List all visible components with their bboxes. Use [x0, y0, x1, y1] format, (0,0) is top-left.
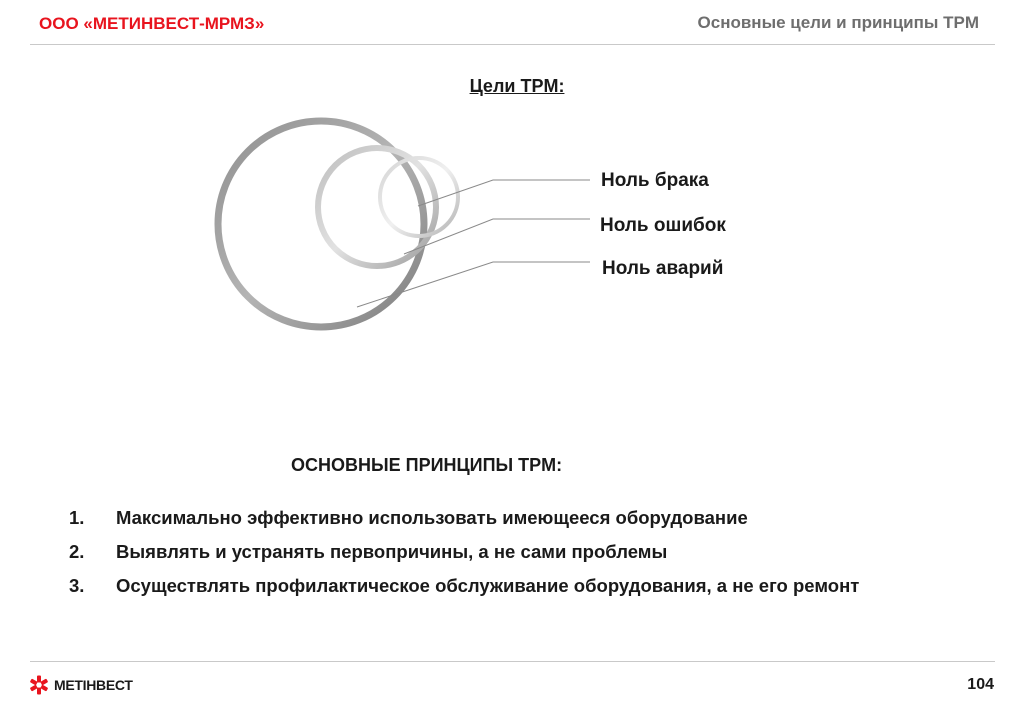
- goals-heading: Цели TPM:: [469, 76, 565, 96]
- list-item-number: 3.: [69, 575, 85, 596]
- footer-divider: [30, 661, 995, 662]
- principles-heading: ОСНОВНЫЕ ПРИНЦИПЫ TPM:: [291, 455, 563, 475]
- list-item-text: Максимально эффективно использовать имеющееся оборудование: [116, 507, 748, 528]
- list-item-number: 2.: [69, 541, 85, 562]
- principles-list: [69, 501, 953, 603]
- goal-zero-errors: Ноль ошибок: [600, 215, 726, 236]
- slide-title: Основные цели и принципы TPM: [697, 13, 979, 32]
- metinvest-star-icon: [29, 675, 49, 695]
- list-item-number: 1.: [69, 507, 85, 528]
- company-name: ООО «МЕТИНВЕСТ-МРМЗ»: [39, 14, 265, 33]
- goal-zero-defects: Ноль брака: [601, 170, 709, 191]
- footer-logo: [29, 675, 133, 695]
- leader-line-defects: [418, 180, 590, 206]
- list-item-text: Осуществлять профилактическое обслуживание оборудования, а не его ремонт: [116, 575, 860, 596]
- list-item: [69, 501, 953, 535]
- footer-brand-name: МЕТІНВЕСТ: [54, 677, 133, 693]
- list-item-text: Выявлять и устранять первопричины, а не сами проблемы: [116, 541, 668, 562]
- list-item: [69, 569, 953, 603]
- page-number: 104: [967, 676, 994, 693]
- list-item: [69, 535, 953, 569]
- goal-zero-accidents: Ноль аварий: [602, 258, 724, 279]
